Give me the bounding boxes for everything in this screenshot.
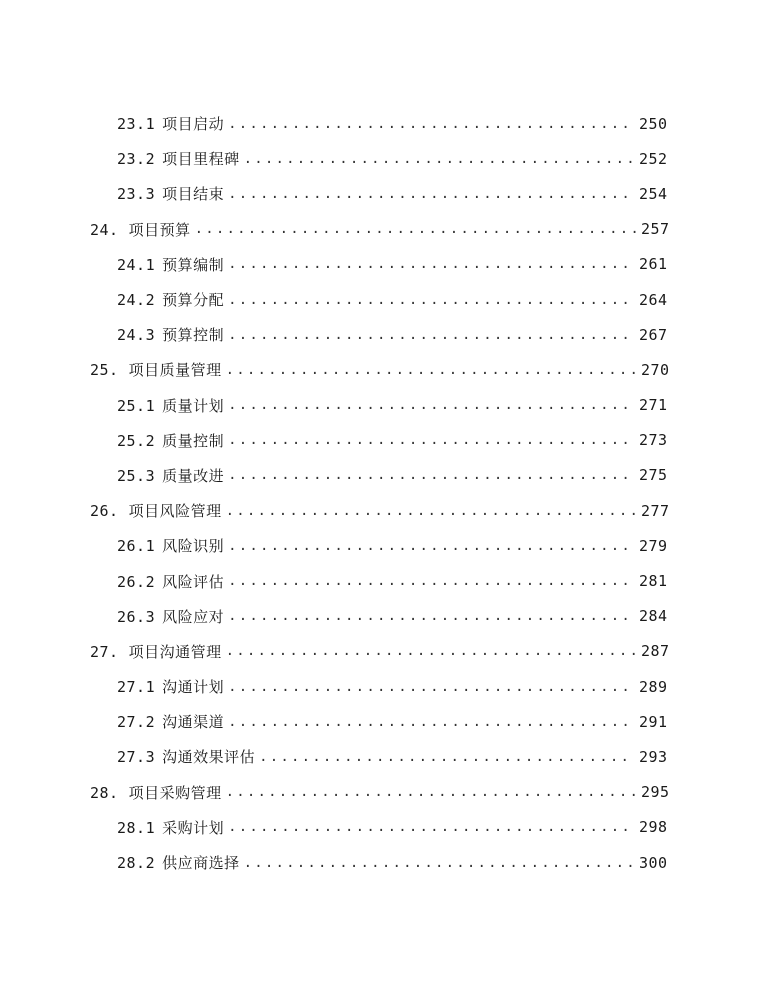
toc-entry-label	[117, 324, 224, 345]
toc-entry[interactable]	[0, 106, 765, 141]
toc-entry-label	[117, 254, 224, 275]
toc-entry[interactable]	[0, 423, 765, 458]
dot-leader	[228, 327, 633, 343]
dot-leader	[228, 116, 633, 132]
toc-entry-page: 254	[639, 184, 668, 203]
dot-leader	[228, 292, 633, 308]
toc-entry-number: 25.3	[117, 466, 156, 485]
toc-entry-page: 287	[641, 642, 670, 661]
toc-entry[interactable]	[0, 599, 765, 634]
toc-entry-number: 27.1	[117, 678, 156, 697]
toc-entry-page: 252	[639, 149, 668, 168]
toc-entry-title: 采购计划	[162, 818, 225, 837]
toc-entry-number: 27.3	[117, 748, 156, 767]
toc-entry-number: 26.3	[117, 607, 156, 626]
dot-leader	[228, 608, 633, 624]
toc-entry-page: 264	[639, 290, 668, 309]
toc-entry-number: 23.1	[117, 115, 156, 134]
toc-entry-label	[117, 852, 240, 873]
toc-entry-title: 项目采购管理	[128, 783, 222, 802]
toc-entry-label	[117, 535, 224, 556]
toc-entry[interactable]	[0, 176, 765, 211]
toc-entry[interactable]	[0, 845, 765, 880]
toc-entry-label	[117, 676, 224, 697]
toc-entry-page: 273	[639, 431, 668, 450]
toc-entry-number: 23.3	[117, 185, 156, 204]
toc-entry[interactable]	[0, 669, 765, 704]
toc-entry-title: 质量控制	[162, 431, 225, 450]
toc-entry-title: 质量改进	[162, 466, 225, 485]
toc-entry-number: 24.3	[117, 326, 156, 345]
toc-entry-title: 预算分配	[162, 291, 225, 310]
dot-leader	[228, 679, 633, 695]
toc-entry-label	[117, 289, 224, 310]
toc-entry[interactable]	[0, 528, 765, 563]
toc-entry[interactable]	[0, 458, 765, 493]
toc-entry[interactable]	[0, 317, 765, 352]
dot-leader	[244, 855, 633, 871]
toc-entry-number: 28.	[90, 783, 119, 802]
toc-entry-title: 项目结束	[162, 185, 225, 204]
toc-entry-page: 293	[639, 747, 668, 766]
dot-leader	[228, 186, 633, 202]
toc-entry-label	[117, 183, 224, 204]
toc-entry-label	[117, 113, 224, 134]
toc-entry-title: 风险应对	[162, 607, 225, 626]
toc-entry-title: 预算编制	[162, 255, 225, 274]
toc-entry[interactable]	[0, 739, 765, 774]
toc-entry-number: 28.2	[117, 854, 156, 873]
toc-entry-number: 25.2	[117, 431, 156, 450]
toc-entry-label	[117, 606, 224, 627]
toc-entry[interactable]	[0, 352, 765, 387]
dot-leader	[228, 397, 633, 413]
toc-entry-title: 项目质量管理	[128, 361, 222, 380]
dot-leader	[226, 503, 640, 519]
toc-entry-number: 26.1	[117, 537, 156, 556]
dot-leader	[195, 221, 640, 237]
toc-entry-page: 291	[639, 712, 668, 731]
toc-entry-page: 298	[639, 818, 668, 837]
table-of-contents	[0, 106, 765, 880]
dot-leader	[228, 432, 633, 448]
toc-entry-title: 质量计划	[162, 396, 225, 415]
toc-entry[interactable]	[0, 634, 765, 669]
toc-entry-title: 风险评估	[162, 572, 225, 591]
toc-entry-title: 项目启动	[162, 115, 225, 134]
toc-entry-page: 261	[639, 255, 668, 274]
toc-entry[interactable]	[0, 810, 765, 845]
toc-entry-page: 270	[641, 360, 670, 379]
toc-entry-title: 项目里程碑	[162, 150, 240, 169]
toc-entry-title: 预算控制	[162, 326, 225, 345]
toc-entry-number: 25.	[90, 361, 119, 380]
dot-leader	[226, 784, 640, 800]
dot-leader	[259, 749, 633, 765]
dot-leader	[228, 573, 633, 589]
toc-entry-label	[117, 571, 224, 592]
toc-entry-page: 300	[639, 853, 668, 872]
toc-entry-page: 281	[639, 572, 668, 591]
toc-entry-page: 267	[639, 325, 668, 344]
toc-entry-number: 24.1	[117, 255, 156, 274]
toc-entry-title: 沟通渠道	[162, 713, 225, 732]
toc-entry-label	[117, 817, 224, 838]
toc-entry[interactable]	[0, 388, 765, 423]
toc-entry-label	[117, 430, 224, 451]
toc-entry-number: 26.2	[117, 572, 156, 591]
toc-entry[interactable]	[0, 212, 765, 247]
toc-entry-label	[117, 746, 255, 767]
toc-entry-number: 24.2	[117, 291, 156, 310]
toc-entry-number: 23.2	[117, 150, 156, 169]
toc-entry[interactable]	[0, 563, 765, 598]
dot-leader	[226, 362, 640, 378]
toc-entry-label	[117, 148, 240, 169]
toc-entry[interactable]	[0, 282, 765, 317]
toc-entry-label	[117, 395, 224, 416]
toc-entry-title: 项目风险管理	[128, 502, 222, 521]
toc-entry-number: 28.1	[117, 818, 156, 837]
toc-entry[interactable]	[0, 493, 765, 528]
toc-entry[interactable]	[0, 704, 765, 739]
toc-entry-page: 295	[641, 783, 670, 802]
toc-entry-title: 沟通效果评估	[162, 748, 256, 767]
toc-entry-label	[90, 359, 222, 380]
toc-entry-label	[90, 500, 222, 521]
toc-entry-title: 项目沟通管理	[128, 642, 222, 661]
toc-entry-label	[117, 711, 224, 732]
toc-entry-label	[90, 782, 222, 803]
toc-entry-number: 26.	[90, 502, 119, 521]
toc-entry[interactable]	[0, 247, 765, 282]
toc-entry-page: 275	[639, 466, 668, 485]
toc-entry-page: 284	[639, 607, 668, 626]
dot-leader	[228, 256, 633, 272]
toc-entry-label	[117, 465, 224, 486]
toc-entry-page: 277	[641, 501, 670, 520]
dot-leader	[226, 643, 640, 659]
toc-entry-page: 279	[639, 536, 668, 555]
toc-entry-number: 27.	[90, 642, 119, 661]
toc-entry-page: 289	[639, 677, 668, 696]
toc-entry-title: 风险识别	[162, 537, 225, 556]
toc-entry-label	[90, 641, 222, 662]
dot-leader	[244, 151, 633, 167]
toc-entry-title: 沟通计划	[162, 678, 225, 697]
toc-entry-page: 271	[639, 396, 668, 415]
dot-leader	[228, 538, 633, 554]
toc-entry-title: 供应商选择	[162, 854, 240, 873]
toc-entry[interactable]	[0, 141, 765, 176]
toc-entry[interactable]	[0, 775, 765, 810]
dot-leader	[228, 819, 633, 835]
toc-entry-page: 250	[639, 114, 668, 133]
dot-leader	[228, 714, 633, 730]
dot-leader	[228, 467, 633, 483]
toc-entry-number: 25.1	[117, 396, 156, 415]
toc-entry-number: 27.2	[117, 713, 156, 732]
toc-entry-page: 257	[641, 220, 670, 239]
toc-entry-label	[90, 219, 191, 240]
toc-entry-number: 24.	[90, 220, 119, 239]
toc-entry-title: 项目预算	[128, 220, 191, 239]
